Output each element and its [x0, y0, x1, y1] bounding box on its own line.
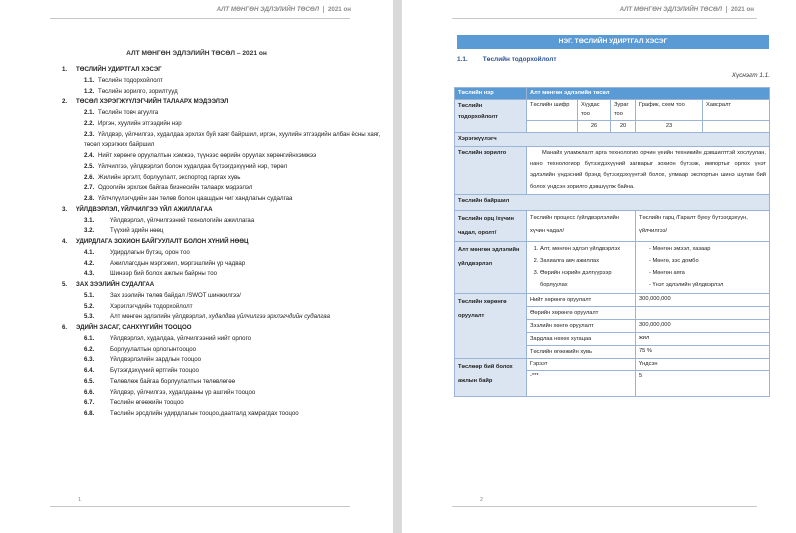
toc-text: Бүтээгдэхүүний өртгийн тооцоо	[110, 367, 199, 374]
toc-number: 3.2.	[84, 227, 95, 235]
toc-text: Нийт хөрөнгө оруулалтын хэмжээ, түүнээс өөрийн оруулах хөрөнгийнхэмжээ	[98, 152, 317, 159]
toc-number: 2.6.	[84, 173, 95, 181]
cell-invest-value	[636, 306, 770, 319]
toc-number: 6.7.	[84, 399, 95, 407]
subsection-heading	[457, 56, 556, 63]
toc-text: Алт мөнгөн эдлэлийн үйлдвэрлэл,	[110, 313, 208, 321]
toc-number: 2.5.	[84, 162, 95, 170]
toc-number: 2.	[62, 98, 68, 106]
list-item: - Мөнгө, зэс домбо	[649, 255, 766, 267]
cell-invest-value: 300,000,000	[636, 293, 770, 306]
cell-def-col: Төслийн шифр	[527, 100, 578, 121]
toc-text: Үйлдвэрлэл, үйлчилгээний технологийн ажиллагаа	[110, 216, 255, 224]
toc-text: Төслийн зорилго, зорилтууд	[98, 87, 178, 95]
table-of-contents	[62, 65, 382, 420]
toc-subsection[interactable]	[62, 151, 382, 162]
toc-number: 6.8.	[84, 410, 95, 417]
toc-text: Үйлдвэр, үйлчилгээ, худалдааны үр ашгийн тооцоо	[110, 388, 256, 396]
page-header	[217, 6, 351, 13]
toc-number: 2.1.	[84, 109, 95, 116]
cell-invest-key: Зардлаа нөхөх хугацаа	[527, 332, 636, 345]
table-row	[455, 241, 770, 293]
cell-def-col: Зураг тоо	[611, 100, 636, 121]
cell-name-label: Төслийн нэр	[455, 88, 527, 100]
toc-text: ЭДИЙН ЗАСАГ, САНХҮҮГИЙН ТООЦОО	[76, 324, 192, 331]
toc-text: Ажиллагсдын мэргэжил, мэргэшлийн үр чадвар	[110, 259, 246, 267]
toc-subsection[interactable]	[62, 130, 382, 152]
cell-def-val	[527, 121, 578, 133]
toc-text: Төслийн өгөөжийн тооцоо	[110, 399, 184, 407]
cell-invest-value: жил	[636, 332, 770, 345]
products-bullet-list	[639, 243, 766, 292]
list-item: - Үнэт эдлэлийн үйлдвэрлэл	[649, 279, 766, 291]
list-item: - Мөнгөн эмээл, хазаар	[649, 243, 766, 255]
page-gap	[393, 0, 402, 533]
toc-subsection[interactable]	[62, 173, 382, 184]
toc-subsection[interactable]	[62, 409, 382, 420]
toc-subsection[interactable]	[62, 398, 382, 409]
cell-jobs-label: Төслөөр бий болох ажлын байр	[455, 358, 527, 396]
table-row	[455, 147, 770, 195]
list-item: - Мөнгөн аяга	[649, 267, 766, 279]
cell-invest-value: 300,000,000	[636, 319, 770, 332]
cell-invest-value: 75 %	[636, 345, 770, 358]
cell-production-label: Алт мөнгөн эдлэлийн үйлдвэрлэл	[455, 241, 527, 293]
header-rule	[50, 18, 350, 19]
toc-text: ЗАХ ЗЭЭЛИЙН СУДАЛГАА	[76, 281, 155, 288]
cell-invest-key: Зээлийн хөнгө оруулалт	[527, 319, 636, 332]
toc-section[interactable]	[62, 323, 382, 334]
toc-subsection[interactable]	[62, 334, 382, 345]
production-ordered-list	[530, 243, 632, 292]
toc-subsection[interactable]	[62, 377, 382, 388]
cell-def-col: Хүудас тоо	[578, 100, 611, 121]
cell-io-in: Төслийн процесс /үйлдвэрлэлийн хүчин чадал/	[527, 210, 636, 241]
footer-rule	[50, 506, 350, 507]
table-row	[455, 133, 770, 147]
toc-subsection[interactable]	[62, 162, 382, 173]
toc-text: Шинээр бий болох ажлын байрны тоо	[110, 270, 218, 278]
toc-text: Төслийн тодорхойлолт	[98, 76, 163, 84]
toc-text: ҮЙЛДВЭРЛЭЛ, ҮЙЛЧИЛГЭЭ ҮЙЛ АЖИЛЛАГАА	[76, 205, 213, 213]
cell-def-col: График, схем тоо	[636, 100, 703, 121]
toc-number: 2.2.	[84, 119, 95, 127]
toc-text: Үйлчлүүлэгчдийн зан төлөв болон цаашдын чиг хандлагын судалгаа	[98, 195, 293, 202]
cell-def-val: 26	[578, 121, 611, 133]
toc-number: 2.8.	[84, 195, 95, 202]
toc-number: 6.	[62, 324, 68, 331]
toc-subsection[interactable]	[62, 183, 382, 194]
cell-jobs-val: -***	[527, 370, 636, 396]
list-item: 2. Захиалга авч ажиллах	[540, 255, 632, 267]
subsection-title: Төслийн тодорхойлолт	[482, 56, 557, 63]
toc-subsection[interactable]	[62, 119, 382, 130]
toc-text: Иргэн, хуулийн этгээдийн нэр	[98, 119, 182, 127]
toc-text: Жилийн эргэлт, борлуулалт, экспортод гаргах хувь	[98, 173, 241, 181]
toc-text: Үйлдвэрлэлийн зардлын тооцоо	[110, 356, 202, 364]
toc-subsection[interactable]	[62, 345, 382, 356]
cell-production-list	[527, 241, 636, 293]
page-number: 1	[78, 497, 82, 503]
subsection-number: 1.1.	[457, 56, 468, 63]
toc-text: Түүхий эдийн нөөц	[110, 227, 164, 235]
toc-text: ТӨСЛИЙН УДИРТГАЛ ХЭСЭГ	[76, 66, 162, 73]
toc-subsection[interactable]	[62, 216, 382, 227]
toc-number: 5.1.	[84, 291, 95, 299]
header-doc-name: АЛТ МӨНГӨН ЭДЛЭЛИЙН ТӨСӨЛ	[216, 6, 319, 13]
toc-number: 5.	[62, 281, 68, 288]
cell-implementer-label: Хэрэгжүүлэгч	[455, 133, 770, 147]
list-item: 3. Өөрийн нэрийн дэлгүүрээр борлуулах	[540, 267, 632, 291]
cell-io-label: Төслийн орц /хүчин чадал, оролт/	[455, 210, 527, 241]
toc-text: Үйлдвэр, үйлчилгээ, худалдаа эрхлэх буй хаяг байршил, иргэн, хуулийн этгээдийн албан ёсны хаяг, төсөл хэрэгжих байршил	[84, 130, 381, 149]
toc-subsection[interactable]	[62, 269, 382, 280]
toc-number: 4.2.	[84, 259, 95, 267]
toc-number: 4.	[62, 238, 68, 245]
cell-jobs-val: 5	[636, 370, 770, 396]
toc-subsection[interactable]	[62, 108, 382, 119]
toc-text: Борлуулалтын орлогынтооцоо	[110, 345, 197, 353]
toc-number: 6.5.	[84, 377, 95, 385]
page-2	[402, 0, 796, 533]
toc-subsection[interactable]	[62, 355, 382, 366]
cell-definition-label: Төслийн тодорхойлолт	[455, 100, 527, 133]
table-row	[455, 88, 770, 100]
cell-investment-label: Төслийн хөрөнгө оруулалт	[455, 293, 527, 358]
page-1	[0, 0, 393, 533]
section-title-bar: НЭГ. ТӨСЛИЙН УДИРТГАЛ ХЭСЭГ	[457, 35, 769, 49]
toc-section[interactable]	[62, 280, 382, 291]
toc-subsection[interactable]	[62, 248, 382, 259]
cell-goal-label: Төслийн зорилго	[455, 147, 527, 195]
table-row	[455, 358, 770, 370]
cell-def-col: Хавсралт	[703, 100, 770, 121]
cell-invest-key: Нийт хөрөнгө оруулалт	[527, 293, 636, 306]
cell-name-value: Алт мөнгөн эдлэлийн төсөл	[527, 88, 770, 100]
header-year: 2021 он	[323, 6, 351, 13]
cell-def-val	[703, 121, 770, 133]
project-definition-table	[454, 87, 770, 397]
toc-text: Төлөвлөж байгаа борлуулалтын төлөвлөгөө	[110, 377, 236, 385]
cell-goal-text: Манайх уламжлалт арга технологио орчин үеийн техникийн дэвшилттэй хослуулан, нано технологиор бүтээгдэхүүний загварыг зохион бүтээж, импортыг орлох үнэт эдлэлийн үндэсний брэнд бүтээгдэхүүнтэй болох, улмаар экспортын шинэ шугам бий болох үндсэн зорилго дэвшүүлж байна.	[527, 147, 770, 195]
toc-text-italic: худалдаа үйлчилгээ эрхлэгчдийн судалгаа	[208, 313, 331, 321]
toc-text: Төслийн товч агуулга	[98, 109, 159, 116]
toc-number: 2.3.	[84, 130, 95, 138]
cell-jobs-col: Гэрээт	[527, 358, 636, 370]
cell-invest-key: Өөрийн хөрөнгө оруулалт	[527, 306, 636, 319]
page-number: 2	[480, 497, 484, 503]
cell-def-val: 20	[611, 121, 636, 133]
cell-products-list	[636, 241, 770, 293]
toc-section[interactable]	[62, 65, 382, 76]
toc-section[interactable]	[62, 205, 382, 216]
toc-subsection[interactable]	[62, 291, 382, 302]
toc-number: 4.1.	[84, 248, 95, 256]
toc-number: 5.3.	[84, 313, 95, 321]
page-header	[620, 6, 754, 13]
list-item: 1. Алт, мөнгөн эдлэл үйлдвэрлэх	[540, 243, 632, 255]
toc-number: 2.7.	[84, 184, 95, 192]
table-row	[455, 194, 770, 210]
toc-section[interactable]	[62, 237, 382, 248]
toc-text: ТӨСӨЛ ХЭРЭГЖҮҮЛЭГЧИЙН ТАЛААРХ МЭДЭЭЛЭЛ	[76, 98, 229, 106]
table-row	[455, 293, 770, 306]
toc-number: 5.2.	[84, 302, 95, 310]
toc-number: 3.1.	[84, 216, 95, 224]
toc-number: 6.2.	[84, 345, 95, 353]
toc-section[interactable]	[62, 97, 382, 108]
header-rule	[452, 18, 757, 19]
table-row	[455, 210, 770, 241]
table-row	[455, 100, 770, 121]
toc-text: Үйлчилгээ, үйлдвэрлэл болон худалдаа бүтээгдэхүүний нэр, төрөл	[98, 162, 288, 170]
cell-def-val: 23	[636, 121, 703, 133]
toc-text: Хэрэглэгчдийн тодорхойлолт	[110, 302, 193, 310]
table-caption: Хүснэгт 1.1.	[731, 72, 770, 79]
cell-invest-key: Төслийн өгөөжийн хувь	[527, 345, 636, 358]
toc-subsection[interactable]	[62, 302, 382, 313]
toc-number: 1.2.	[84, 87, 95, 95]
toc-subsection[interactable]	[62, 76, 382, 87]
toc-subsection[interactable]	[62, 226, 382, 237]
cell-location-label: Төслийн байршил	[455, 194, 770, 210]
toc-subsection[interactable]	[62, 388, 382, 399]
toc-number: 6.4.	[84, 367, 95, 374]
toc-text: Төслийн эрсдлийн удирдлагын тооцоо,даатгалд хамрагдах тооцоо	[110, 410, 299, 417]
toc-subsection[interactable]	[62, 259, 382, 270]
cell-jobs-col: Үндсэн	[636, 358, 770, 370]
toc-text: Үйлдвэрлэл, худалдаа, үйлчилгээний нийт орлого	[110, 334, 252, 342]
toc-subsection[interactable]	[62, 366, 382, 377]
toc-number: 3.	[62, 205, 68, 213]
document-title: АЛТ МӨНГӨН ЭДЛЭЛИЙН ТӨСӨЛ – 2021 он	[126, 50, 267, 57]
toc-text: Удирдлагын бүтэц, орон тоо	[110, 248, 190, 256]
toc-number: 2.4.	[84, 152, 95, 159]
header-doc-name: АЛТ МӨНГӨН ЭДЛЭЛИЙН ТӨСӨЛ	[619, 6, 722, 13]
toc-number: 1.1.	[84, 76, 95, 84]
toc-subsection[interactable]	[62, 312, 382, 323]
toc-text: УДИРДЛАГА ЗОХИОН БАЙГУУЛАЛТ БОЛОН ХҮНИЙ НӨӨЦ	[76, 238, 249, 245]
toc-number: 6.6.	[84, 388, 95, 396]
toc-text: Зах зээлийн төлөв байдал /SWOT шинжилгээ/	[110, 291, 241, 299]
toc-subsection[interactable]	[62, 87, 382, 98]
cell-io-out: Төслийн гарц /Гаралт буюу бүтээгдэхүүн, үйлчилгээ/	[636, 210, 770, 241]
toc-number: 4.3.	[84, 270, 95, 278]
toc-number: 1.	[62, 66, 68, 73]
toc-subsection[interactable]	[62, 194, 382, 205]
toc-number: 6.1.	[84, 334, 95, 342]
header-year: 2021 он	[726, 6, 754, 13]
toc-number: 6.3.	[84, 356, 95, 364]
footer-rule	[452, 506, 757, 507]
toc-text: Одоогийн эрхлэж байгаа бизнесийн талаарх мэдээлэл	[98, 184, 253, 192]
